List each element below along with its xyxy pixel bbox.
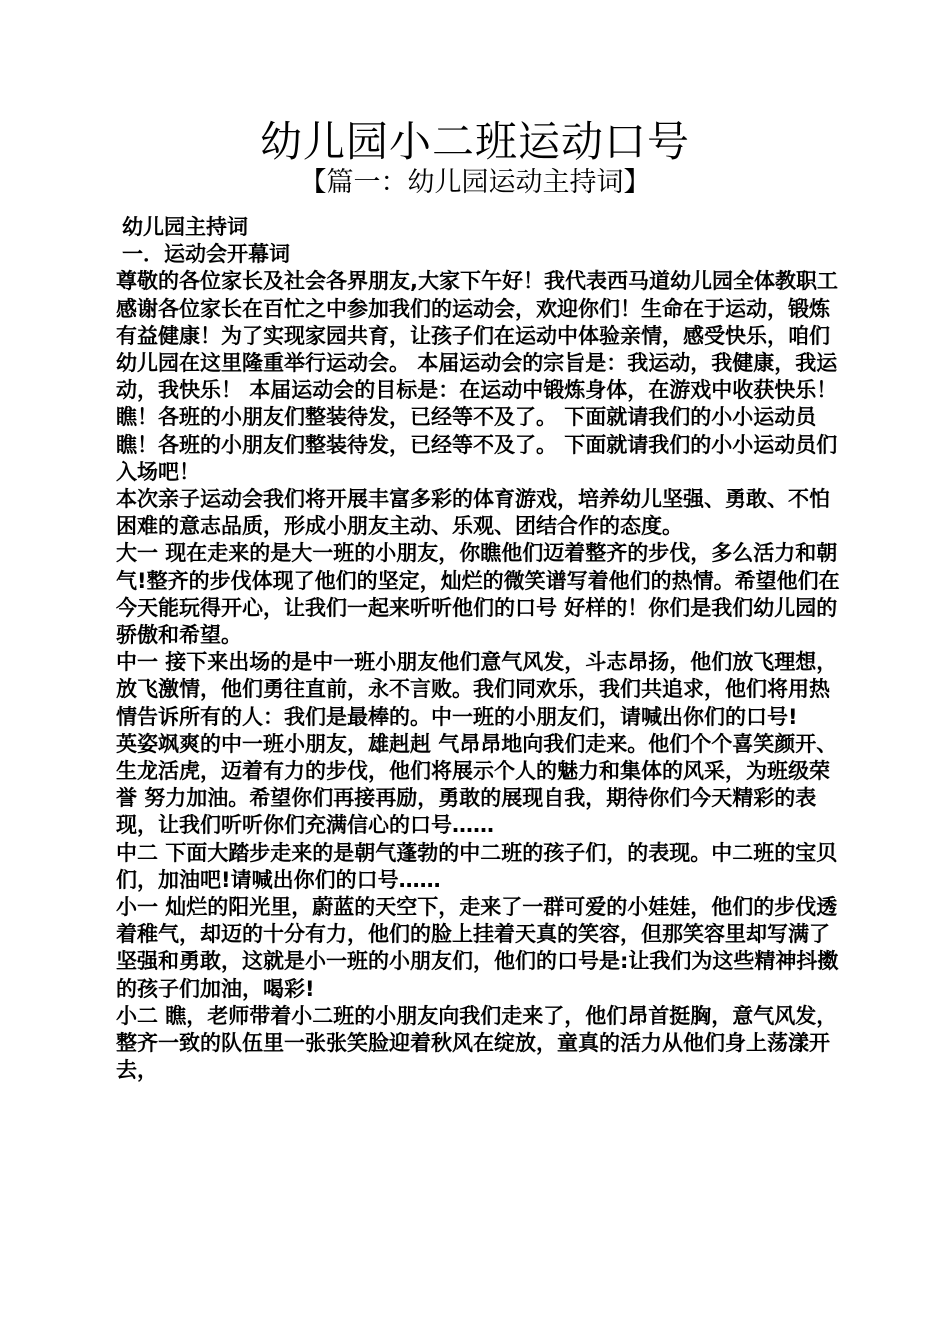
section-subheading: 一．运动会开幕词 (122, 242, 290, 267)
paragraph-class-xiao-er: 小二 瞧，老师带着小二班的小朋友向我们走来了，他们昂首挺胸，意气风发，整齐一致的队伍里一张张笑脸迎着秋风在绽放，童真的活力从他们身上荡漾开去， (116, 1003, 838, 1083)
paragraph-class-zhong-yi: 中一 接下来出场的是中一班小朋友他们意气风发，斗志昂扬，他们放飞理想，放飞激情，他们勇往直前，永不言败。我们同欢乐，我们共追求，他们将用热情告诉所有的人：我们是最棒的。中一班的小朋友们，请喊出你们的口号! (116, 650, 838, 729)
paragraph-class-zhong-er: 中二 下面大踏步走来的是朝气蓬勃的中二班的孩子们，的表现。中二班的宝贝们，加油吧!请喊出你们的口号…… (116, 840, 838, 892)
document-subtitle: 【篇一：幼儿园运动主持词】 (299, 167, 651, 198)
document-body (116, 214, 840, 1085)
paragraph-class-da-yi: 大一 现在走来的是大一班的小朋友，你瞧他们迈着整齐的步伐，多么活力和朝气!整齐的步伐体现了他们的坚定，灿烂的微笑谱写着他们的热情。希望他们在今天能玩得开心，让我们一起来听听他们的口号 好样的！你们是我们幼儿园的骄傲和希望。 (116, 541, 840, 648)
paragraph-class-xiao-yi: 小一 灿烂的阳光里，蔚蓝的天空下，走来了一群可爱的小娃娃，他们的步伐透着稚气，却迈的十分有力，他们的脸上挂着天真的笑容，但那笑容里却写满了坚强和勇敢，这就是小一班的小朋友们，他们的口号是:让我们为这些精神抖擞的孩子们加油，喝彩! (116, 895, 839, 1001)
paragraph-purpose: 本次亲子运动会我们将开展丰富多彩的体育游戏，培养幼儿坚强、勇敢、不怕困难的意志品质，形成小朋友主动、乐观、团结合作的态度。 (116, 487, 830, 539)
paragraph-class-zhong-yi-extra: 英姿飒爽的中一班小朋友，雄赳赳 气昂昂地向我们走来。他们个个喜笑颜开、生龙活虎，迈着有力的步伐，他们将展示个人的魅力和集体的风采，为班级荣誉 努力加油。希望你们再接再励，勇敢的展现自我，期待你们今天精彩的表现，让我们听听你们充满信心的口号…… (116, 731, 838, 838)
section-heading: 幼儿园主持词 (122, 215, 248, 239)
document-title: 幼儿园小二班运动口号 (259, 117, 690, 166)
paragraph-opening: 尊敬的各位家长及社会各界朋友,大家下午好！我代表西马道幼儿园全体教职工感谢各位家长在百忙之中参加我们的运动会，欢迎你们！生命在于运动，锻炼有益健康！为了实现家园共育，让孩子们在运动中体验亲情，感受快乐，咱们幼儿园在这里隆重举行运动会。 本届运动会的宗旨是：我运动，我健康，我运动，我快乐！ 本届运动会的目标是：在运动中锻炼身体，在游戏中收获快乐！瞧！各班的小朋友们整装待发，已经等不及了。 下面就请我们的小小运动员瞧！各班的小朋友们整装待发，已经等不及了。 下面就请我们的小小运动员们入场吧！ (116, 269, 838, 484)
